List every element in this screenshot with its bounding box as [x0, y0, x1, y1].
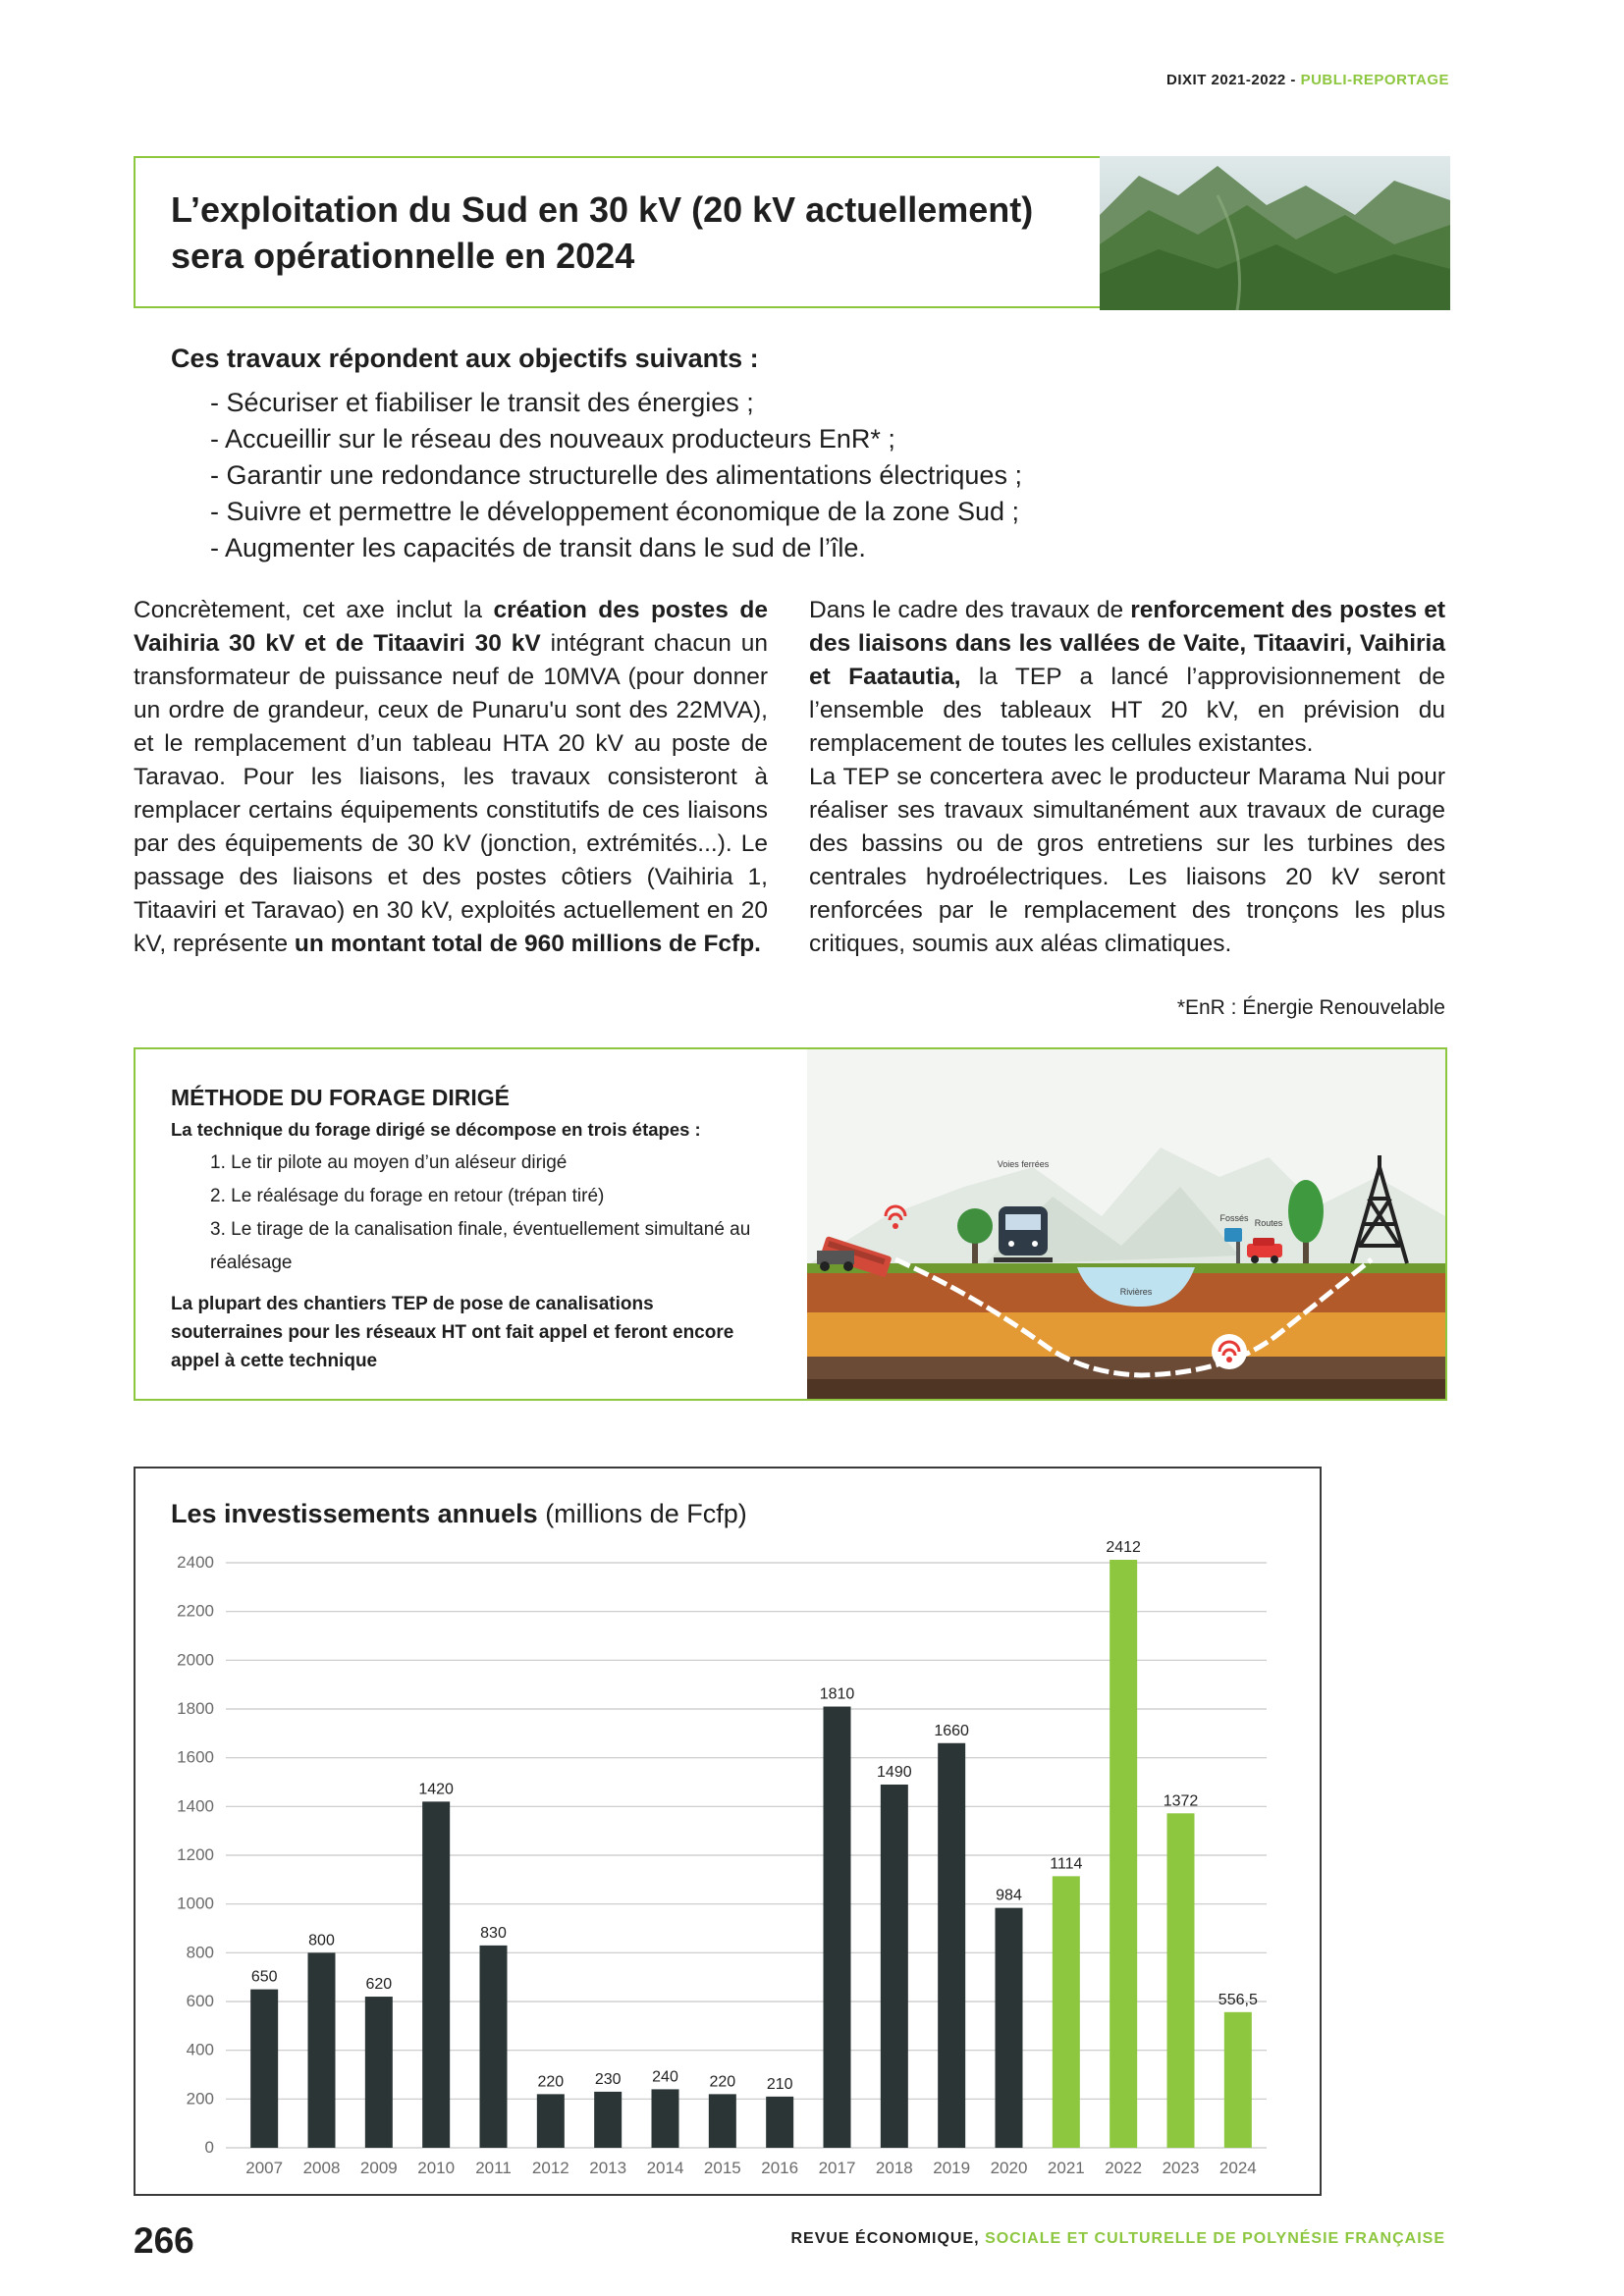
- x-tick-label: 2014: [646, 2159, 684, 2177]
- bar-2024: [1224, 2012, 1252, 2148]
- x-tick-label: 2009: [359, 2159, 398, 2177]
- right-paragraph-1: [809, 594, 1445, 761]
- rivers-label: Rivières: [1119, 1287, 1153, 1297]
- objective-item: - Accueillir sur le réseau des nouveaux producteurs EnR* ;: [210, 424, 895, 454]
- bar-2018: [881, 1785, 908, 2148]
- running-header-section: PUBLI-REPORTAGE: [1300, 72, 1449, 88]
- data-label: 2412: [1106, 1539, 1141, 1557]
- bar-2009: [365, 1997, 393, 2148]
- y-tick-label: 1000: [177, 1894, 214, 1913]
- objectives-list: [210, 385, 1022, 566]
- bold-run: renforcement des postes et des liaisons dans les vallées de Vaite, Titaaviri, Vaihiria et Faatautia,: [809, 597, 1445, 690]
- bar-2015: [709, 2094, 736, 2148]
- y-tick-label: 2200: [177, 1601, 214, 1621]
- footer-part2: SOCIALE ET CULTURELLE DE POLYNÉSIE FRANÇAISE: [985, 2230, 1445, 2247]
- data-label: 210: [766, 2075, 793, 2093]
- bar-2008: [308, 1952, 336, 2148]
- bar-2012: [537, 2094, 565, 2148]
- bar-2016: [766, 2097, 793, 2148]
- forage-note: La plupart des chantiers TEP de pose de canalisations souterraines pour les réseaux HT ont fait appel et feront encore appel à cette technique: [171, 1294, 734, 1371]
- x-tick-label: 2019: [933, 2159, 971, 2177]
- data-label: 800: [308, 1932, 335, 1949]
- footer-part1: REVUE ÉCONOMIQUE,: [790, 2230, 980, 2247]
- data-label: 1114: [1050, 1855, 1083, 1873]
- publication-footer: [790, 2230, 1445, 2248]
- y-tick-label: 1200: [177, 1845, 214, 1864]
- page-title: [171, 187, 1084, 279]
- data-label: 240: [652, 2068, 678, 2086]
- x-tick-label: 2007: [245, 2159, 284, 2177]
- forage-step: 3. Le tirage de la canalisation finale, éventuellement simultané au réalésage: [210, 1219, 751, 1273]
- x-tick-label: 2017: [818, 2159, 856, 2177]
- page-title-line1: L’exploitation du Sud en 30 kV (20 kV actuellement): [171, 189, 1034, 230]
- roads-label: Routes: [1254, 1218, 1283, 1228]
- chart-title-unit: (millions de Fcfp): [545, 1499, 747, 1528]
- x-tick-label: 2020: [990, 2159, 1028, 2177]
- bar-2010: [422, 1801, 450, 2148]
- text-run: intégrant chacun un transformateur de puissance neuf de 10MVA (pour donner un ordre de grandeur, ceux de Punaru'u sont des 22MVA), et le remplacement d’un tableau HTA 20 kV au poste de Taravao. Pour les liaisons, les travaux consisteront à remplacer certains équipements constitutifs de ces liaisons par des équipements de 30 kV (jonction, extrémités...). Le passage des liaisons et des postes côtiers (Vaihiria 1, Titaaviri et Taravao) en 30 kV, exploités actuellement en 20 kV, représente: [134, 630, 768, 957]
- data-label: 620: [365, 1976, 393, 1994]
- y-tick-label: 800: [186, 1943, 214, 1962]
- objective-item: - Suivre et permettre le développement économique de la zone Sud ;: [210, 497, 1019, 526]
- y-tick-label: 600: [186, 1992, 214, 2010]
- footnote: *EnR : Énergie Renouvelable: [1176, 996, 1445, 1019]
- objective-item: - Augmenter les capacités de transit dans le sud de l’île.: [210, 533, 866, 562]
- chart-title: [171, 1499, 747, 1529]
- y-tick-label: 1600: [177, 1747, 214, 1767]
- page-number: 266: [134, 2220, 194, 2261]
- y-tick-label: 200: [186, 2089, 214, 2109]
- x-tick-label: 2018: [875, 2159, 913, 2177]
- forage-step: 1. Le tir pilote au moyen d’un aléseur dirigé: [210, 1152, 568, 1173]
- right-column: [809, 594, 1445, 961]
- data-label: 830: [480, 1924, 507, 1942]
- x-tick-label: 2008: [302, 2159, 341, 2177]
- y-tick-label: 400: [186, 2040, 214, 2059]
- text-run: Concrètement, cet axe inclut la: [134, 597, 494, 623]
- page-title-line2: sera opérationnelle en 2024: [171, 236, 635, 276]
- x-tick-label: 2013: [589, 2159, 627, 2177]
- text-run: Dans le cadre des travaux de: [809, 597, 1131, 623]
- data-label: 220: [537, 2073, 565, 2091]
- x-tick-label: 2010: [417, 2159, 456, 2177]
- data-label: 984: [996, 1887, 1022, 1904]
- bar-2021: [1053, 1876, 1080, 2148]
- left-column: [134, 594, 768, 961]
- chart-title-main: Les investissements annuels: [171, 1499, 538, 1528]
- forage-step: 2. Le réalésage du forage en retour (trépan tiré): [210, 1186, 605, 1206]
- forage-illustration: [807, 1049, 1445, 1399]
- investment-bar-chart: [157, 1531, 1286, 2179]
- x-tick-label: 2023: [1162, 2159, 1200, 2177]
- y-tick-label: 2400: [177, 1553, 214, 1572]
- data-label: 220: [709, 2073, 736, 2091]
- y-tick-label: 1400: [177, 1796, 214, 1816]
- forage-text: [171, 1085, 760, 1375]
- y-tick-label: 2000: [177, 1650, 214, 1670]
- bar-2017: [824, 1707, 851, 2148]
- mountain-photo: [1100, 156, 1450, 310]
- x-tick-label: 2022: [1105, 2159, 1143, 2177]
- data-label: 1660: [934, 1722, 969, 1739]
- bar-2020: [996, 1908, 1023, 2148]
- rail-label: Voies ferrées: [997, 1159, 1050, 1169]
- ditches-label: Fossés: [1219, 1213, 1249, 1223]
- bar-2019: [938, 1743, 965, 2148]
- objectives-heading: Ces travaux répondent aux objectifs suivants :: [171, 344, 759, 373]
- forage-title: MÉTHODE DU FORAGE DIRIGÉ: [171, 1085, 511, 1110]
- objective-item: - Sécuriser et fiabiliser le transit des énergies ;: [210, 388, 754, 417]
- bar-2011: [480, 1946, 508, 2148]
- y-tick-label: 1800: [177, 1699, 214, 1718]
- bold-run: un montant total de 960 millions de Fcfp.: [294, 931, 761, 957]
- running-header: [1166, 72, 1449, 88]
- x-tick-label: 2015: [703, 2159, 741, 2177]
- data-label: 556,5: [1218, 1991, 1258, 2008]
- data-label: 1372: [1163, 1792, 1199, 1810]
- x-tick-label: 2021: [1047, 2159, 1085, 2177]
- right-paragraph-2: La TEP se concertera avec le producteur Marama Nui pour réaliser ses travaux simultanément aux travaux de curage des bassins ou de gros entretiens sur les turbines des centrales hydroélectriques. Les liaisons 20 kV seront renforcées par le remplacement des tronçons les plus critiques, soumis aux aléas climatiques.: [809, 764, 1445, 957]
- forage-steps: [210, 1147, 760, 1280]
- x-tick-label: 2012: [531, 2159, 569, 2177]
- x-tick-label: 2016: [761, 2159, 799, 2177]
- x-tick-label: 2024: [1218, 2159, 1257, 2177]
- data-label: 1490: [877, 1763, 912, 1781]
- bar-2014: [652, 2089, 679, 2148]
- bar-2013: [594, 2092, 622, 2148]
- bar-2022: [1110, 1560, 1137, 2148]
- objective-item: - Garantir une redondance structurelle des alimentations électriques ;: [210, 460, 1022, 490]
- x-tick-label: 2011: [475, 2159, 512, 2177]
- bar-2023: [1167, 1813, 1195, 2148]
- bar-2007: [250, 1990, 278, 2148]
- y-tick-label: 0: [204, 2138, 214, 2157]
- data-label: 650: [250, 1968, 278, 1986]
- running-header-prefix: DIXIT 2021-2022 -: [1166, 72, 1296, 88]
- text-run: la TEP a lancé l’approvisionnement de l’ensemble des tableaux HT 20 kV, en prévision du remplacement de toutes les cellules existantes.: [809, 664, 1445, 757]
- left-paragraph: [134, 594, 768, 961]
- forage-subtitle: La technique du forage dirigé se décompose en trois étapes :: [171, 1119, 701, 1140]
- data-label: 1810: [819, 1685, 855, 1703]
- data-label: 1420: [418, 1781, 454, 1798]
- data-label: 230: [594, 2070, 622, 2088]
- bold-run: création des postes de Vaihiria 30 kV et de Titaaviri 30 kV: [134, 597, 768, 657]
